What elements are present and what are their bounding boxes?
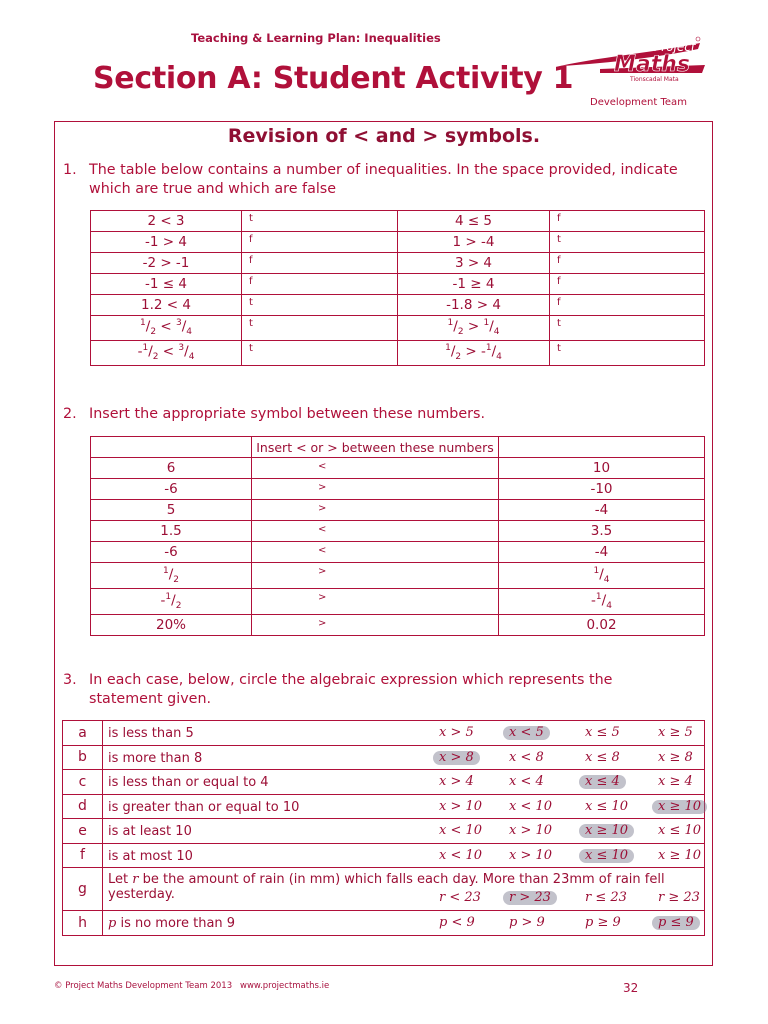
inequality-right: -1 ≥ 4 [398,274,550,295]
expression-text: x ≥ 10 [658,798,702,814]
answer-left[interactable]: t [242,316,398,341]
statement-body: is more than 8 [108,750,203,766]
expression-option[interactable] [509,848,552,863]
number-right: -10 [499,479,705,500]
expression-text: x ≤ 5 [585,725,620,740]
number-right: $-^1/_4$ [499,589,705,615]
table-row [91,563,705,589]
expressions-table [62,720,705,936]
table-row [91,274,705,295]
table-row [63,843,705,868]
expression-option[interactable] [439,823,482,838]
expression-text: x < 8 [509,749,544,765]
expression-option[interactable] [509,774,544,789]
expression-text: x ≤ 8 [585,749,620,765]
project-maths-logo [560,35,710,110]
expression-option[interactable] [658,823,701,838]
expression-text: x > 10 [509,847,553,863]
inequality-left: $-^1/_2 < ^3/_4$ [91,341,242,366]
table-row [91,232,705,253]
expression-text: r ≤ 23 [585,890,627,905]
page-title: Section A: Student Activity 1 [93,61,574,96]
statement-text [108,824,192,839]
statement-body: be the amount of rain (in mm) which falls each day. More than 23mm of rain fell yesterday. [108,872,665,902]
question-2 [63,405,703,425]
expression-text: x ≤ 10 [585,798,629,814]
number-left: 5 [91,500,252,521]
table-row [91,589,705,615]
section-title: Revision of < and > symbols. [227,125,541,147]
expression-option[interactable] [658,890,700,905]
statement-body: is greater than or equal to 10 [108,799,300,815]
table-row [91,479,705,500]
expression-text: x > 8 [439,749,474,765]
expression-option-circled[interactable] [439,750,474,765]
inequality-right: 3 > 4 [398,253,550,274]
expression-text: x < 10 [439,847,483,863]
expression-text: p > 9 [509,915,545,930]
table-header-row [91,437,705,458]
expression-option-circled[interactable] [585,823,628,838]
statement-body: is less than or equal to 4 [108,775,269,790]
question-1 [63,161,703,201]
expression-option[interactable] [585,750,620,765]
question-number: 2. [63,406,77,422]
inequality-left: 1.2 < 4 [91,295,242,316]
expression-text: x ≤ 4 [585,774,620,789]
logo-project-text: Project [654,40,696,54]
row-letter: a [63,721,103,746]
expression-text: x < 4 [509,774,544,789]
table-row [91,211,705,232]
logo-maths-text: Maths [614,52,691,77]
expression-option[interactable] [509,915,545,930]
statement-variable: p [108,916,117,931]
expression-option[interactable] [439,799,482,814]
expression-text: p ≥ 9 [585,915,621,930]
expression-option[interactable] [439,725,474,740]
table-row [63,770,705,795]
expression-text: x ≤ 10 [658,823,702,838]
answer-right[interactable]: f [550,211,705,232]
expression-option[interactable] [439,774,474,789]
number-left: 20% [91,615,252,636]
question-number: 1. [63,162,77,178]
expression-text: x ≥ 10 [658,847,702,863]
table-row [91,341,705,366]
question-text: The table below contains a number of inequalities. In the space provided, indicate which are true and which are false [89,162,678,197]
expression-text: p ≤ 9 [658,915,694,930]
inequality-right: 4 ≤ 5 [398,211,550,232]
expression-text: x ≥ 4 [658,774,693,789]
column-header: Insert < or > between these numbers [252,437,499,458]
statement-body: is no more than 9 [120,916,236,931]
row-letter: g [63,868,103,911]
expression-text: x > 10 [509,823,553,838]
expression-text: r ≥ 23 [658,890,700,905]
row-letter: h [63,911,103,936]
symbol-cell[interactable]: < [252,542,499,563]
expression-text: x < 5 [509,725,544,740]
expression-text: x ≥ 8 [658,749,693,765]
table-row [91,316,705,341]
expression-option[interactable] [585,725,620,740]
expression-option-circled[interactable] [658,799,701,814]
logo-irish-text: Tionscadal Mata [630,76,679,83]
table-row [63,911,705,936]
expression-text: x ≤ 10 [585,847,629,863]
expression-option-circled[interactable] [658,915,694,930]
expression-option-circled[interactable] [585,848,628,863]
number-right: 0.02 [499,615,705,636]
number-right: 10 [499,458,705,479]
answer-left[interactable]: f [242,253,398,274]
inequality-left: 2 < 3 [91,211,242,232]
logo-team-text: Development Team [590,97,687,108]
statement-body: is at least 10 [108,824,192,839]
expression-option[interactable] [439,890,481,905]
expression-text: x > 10 [439,798,483,814]
symbol-cell[interactable]: > [252,479,499,500]
statement-prefix: Let [108,872,129,887]
expression-text: x < 10 [509,798,553,814]
statement-body: is at most 10 [108,848,193,864]
expression-text: x > 5 [439,725,474,740]
answer-left[interactable]: t [242,341,398,366]
symbol-cell[interactable]: > [252,500,499,521]
number-left: 1.5 [91,521,252,542]
expression-text: p < 9 [439,915,475,930]
expression-text: x < 10 [439,823,483,838]
expression-text: r > 23 [509,890,551,905]
page-number: 32 [623,981,639,995]
table-row [63,819,705,844]
number-left: -6 [91,542,252,563]
table-row [63,794,705,819]
expression-option[interactable] [585,915,621,930]
statement-variable: r [132,872,139,887]
answer-right[interactable]: t [550,341,705,366]
inequality-left: -2 > -1 [91,253,242,274]
number-left: -6 [91,479,252,500]
question-text: Insert the appropriate symbol between these numbers. [89,406,485,422]
expression-option[interactable] [509,823,552,838]
number-left: $-^1/_2$ [91,589,252,615]
number-left: 6 [91,458,252,479]
answer-right[interactable]: f [550,295,705,316]
number-right: -4 [499,500,705,521]
number-right: 3.5 [499,521,705,542]
expression-option[interactable] [658,848,701,863]
answer-left[interactable]: f [242,232,398,253]
row-letter: b [63,745,103,770]
statement-text [108,751,202,766]
answer-right[interactable]: t [550,316,705,341]
expression-option[interactable] [658,774,693,789]
inequality-right: 1 > -4 [398,232,550,253]
statement-text [108,775,269,790]
expression-option[interactable] [509,750,544,765]
table-row [63,721,705,746]
inequality-right: $^1/_2 > ^1/_4$ [398,316,550,341]
answer-left[interactable]: t [242,295,398,316]
expression-option[interactable] [658,750,693,765]
table-row [91,458,705,479]
table-row [91,500,705,521]
table-row [91,615,705,636]
footer-website[interactable]: www.projectmaths.ie [240,981,330,991]
expression-text: x ≥ 5 [658,725,693,740]
table-row [91,542,705,563]
symbol-table [90,436,705,636]
inequality-right: -1.8 > 4 [398,295,550,316]
table-row [63,868,705,911]
symbol-cell[interactable]: > [252,563,499,589]
expression-text: x ≥ 10 [585,823,629,838]
question-3 [63,671,703,711]
table-row [63,745,705,770]
inequality-left: $^1/_2 < ^3/_4$ [91,316,242,341]
row-letter: d [63,794,103,819]
number-right: $^1/_4$ [499,563,705,589]
answer-right[interactable]: f [550,253,705,274]
symbol-cell[interactable]: > [252,615,499,636]
symbol-cell[interactable]: > [252,589,499,615]
expression-option[interactable] [585,799,628,814]
expression-option[interactable] [439,915,475,930]
expression-option[interactable] [439,848,482,863]
footer-copyright: © Project Maths Development Team 2013 [54,981,233,991]
expression-option[interactable] [509,799,552,814]
question-text: In each case, below, circle the algebraic expression which represents the statement given. [89,672,613,707]
row-letter: c [63,770,103,795]
expression-option-circled[interactable] [509,725,544,740]
statement-text [108,726,194,741]
expression-option[interactable] [658,725,693,740]
expression-text: r < 23 [439,890,481,905]
answer-left[interactable]: t [242,211,398,232]
symbol-cell[interactable]: < [252,458,499,479]
expression-option[interactable] [585,890,627,905]
inequality-left: -1 > 4 [91,232,242,253]
inequalities-table [90,210,705,366]
expression-option-circled[interactable] [585,774,620,789]
row-letter: f [63,843,103,868]
row-letter: e [63,819,103,844]
table-row [91,253,705,274]
statement-text [108,916,235,931]
answer-left[interactable]: f [242,274,398,295]
answer-right[interactable]: f [550,274,705,295]
inequality-right: $^1/_2 > -^1/_4$ [398,341,550,366]
table-row [91,521,705,542]
expression-text: x > 4 [439,774,474,789]
answer-right[interactable]: t [550,232,705,253]
statement-body: is less than 5 [108,726,194,741]
statement-text [108,849,193,864]
expression-option-circled[interactable] [509,890,551,905]
number-right: -4 [499,542,705,563]
header-subtitle: Teaching & Learning Plan: Inequalities [191,31,441,45]
number-left: $^1/_2$ [91,563,252,589]
table-row [91,295,705,316]
question-number: 3. [63,672,77,688]
inequality-left: -1 ≤ 4 [91,274,242,295]
symbol-cell[interactable]: < [252,521,499,542]
statement-text [108,800,299,815]
